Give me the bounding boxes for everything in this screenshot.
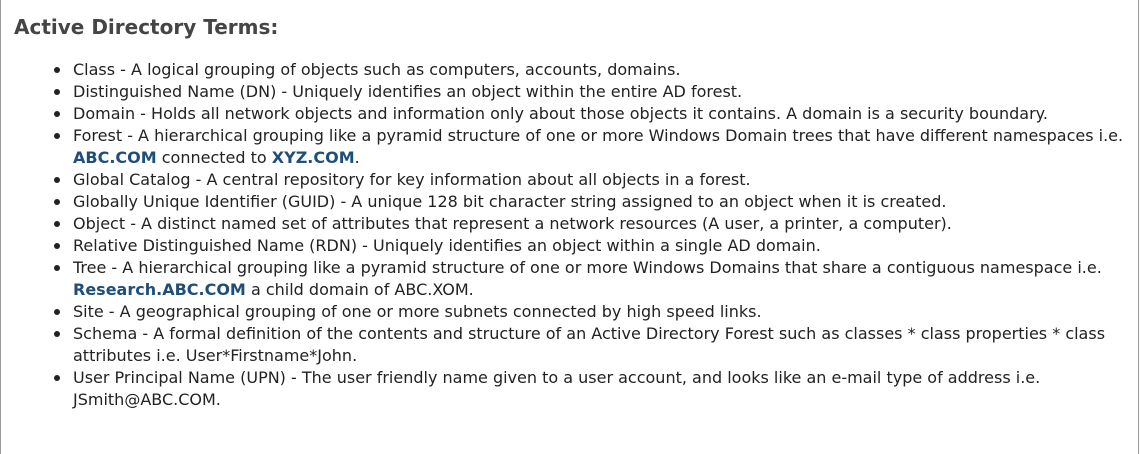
term-distinguished-name: Distinguished Name (DN) - Uniquely identifies an object within the entire AD forest.	[73, 81, 1126, 103]
xyz-com-link[interactable]: XYZ.COM	[271, 148, 355, 167]
research-abc-com-link[interactable]: Research.ABC.COM	[73, 280, 246, 299]
term-schema: Schema - A formal definition of the contents and structure of an Active Directory Forest such as classes * class properties * class attributes i.e. User*Firstname*John.	[73, 323, 1126, 367]
term-domain: Domain - Holds all network objects and information only about those objects it contains. A domain is a security boundary.	[73, 103, 1126, 125]
term-site: Site - A geographical grouping of one or more subnets connected by high speed links.	[73, 301, 1126, 323]
terms-section	[14, 14, 1126, 411]
term-forest	[73, 125, 1126, 169]
terms-list	[14, 59, 1126, 411]
abc-com-link[interactable]: ABC.COM	[73, 148, 157, 167]
term-global-catalog: Global Catalog - A central repository for key information about all objects in a forest.	[73, 169, 1126, 191]
term-forest-end: .	[354, 148, 360, 167]
page-heading: Active Directory Terms:	[14, 15, 279, 39]
term-tree-end: a child domain of ABC.XOM.	[245, 280, 474, 299]
term-guid: Globally Unique Identifier (GUID) - A unique 128 bit character string assigned to an object when it is created.	[73, 191, 1126, 213]
term-object: Object - A distinct named set of attributes that represent a network resources (A user, a printer, a computer).	[73, 213, 1126, 235]
term-class: Class - A logical grouping of objects such as computers, accounts, domains.	[73, 59, 1126, 81]
term-forest-text: Forest - A hierarchical grouping like a pyramid structure of one or more Windows Domain trees that have different namespaces i.e.	[73, 126, 1124, 145]
term-tree-text: Tree - A hierarchical grouping like a pyramid structure of one or more Windows Domains that share a contiguous namespace i.e.	[73, 258, 1102, 277]
term-forest-connector: connected to	[156, 148, 272, 167]
term-rdn: Relative Distinguished Name (RDN) - Uniquely identifies an object within a single AD domain.	[73, 235, 1126, 257]
term-upn: User Principal Name (UPN) - The user friendly name given to a user account, and looks like an e-mail type of address i.e. JSmith@ABC.COM.	[73, 367, 1126, 411]
term-tree	[73, 257, 1126, 301]
